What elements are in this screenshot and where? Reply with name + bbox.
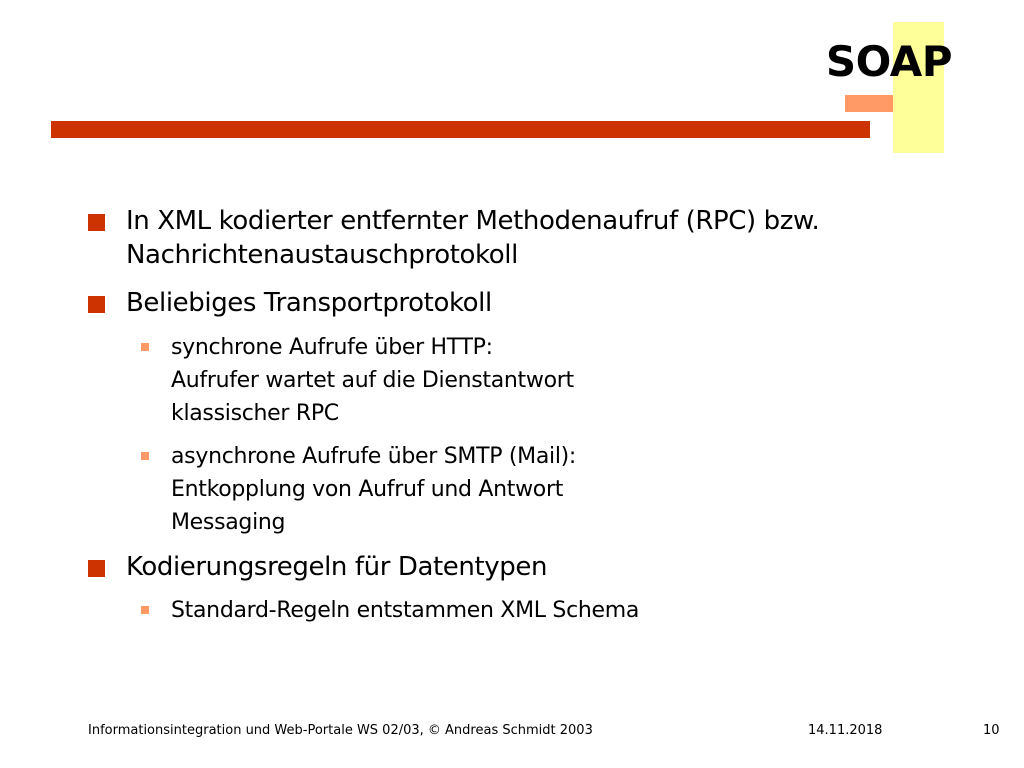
title-accent-block xyxy=(845,95,893,112)
sub-bullet-item-2-1 xyxy=(171,331,574,430)
bullet-item-1-line-1: In XML kodierter entfernter Methodenaufruf (RPC) bzw. xyxy=(126,206,820,236)
sub-bullet-item-3-1-line-1: Standard-Regeln entstammen XML Schema xyxy=(171,598,640,623)
sub-bullet-square-icon xyxy=(141,452,149,460)
sub-bullet-item-2-2 xyxy=(171,440,576,539)
bullet-item-3-line-1: Kodierungsregeln für Datentypen xyxy=(126,552,548,582)
bullet-item-1 xyxy=(126,204,819,272)
bullet-item-2 xyxy=(126,286,492,320)
bullet-square-icon xyxy=(88,560,105,577)
sub-bullet-item-2-1-line-1: synchrone Aufrufe über HTTP: xyxy=(171,335,493,360)
sub-bullet-item-2-1-line-2: Aufrufer wartet auf die Dienstantwort xyxy=(171,368,574,393)
sub-bullet-item-2-2-line-3: Messaging xyxy=(171,510,286,535)
sub-bullet-item-2-2-line-1: asynchrone Aufrufe über SMTP (Mail): xyxy=(171,444,577,469)
header-divider-bar xyxy=(51,121,870,138)
footer-page-number: 10 xyxy=(983,723,1000,738)
slide-title: SOAP xyxy=(825,37,952,86)
sub-bullet-item-2-2-line-2: Entkopplung von Aufruf und Antwort xyxy=(171,477,564,502)
bullet-square-icon xyxy=(88,214,105,231)
sub-bullet-square-icon xyxy=(141,606,149,614)
bullet-square-icon xyxy=(88,296,105,313)
footer-date: 14.11.2018 xyxy=(808,723,883,738)
sub-bullet-item-2-1-line-3: klassischer RPC xyxy=(171,401,339,426)
bullet-item-2-line-1: Beliebiges Transportprotokoll xyxy=(126,288,492,318)
bullet-item-1-line-2: Nachrichtenaustauschprotokoll xyxy=(126,240,518,270)
bullet-item-3 xyxy=(126,550,547,584)
footer-course-info: Informationsintegration und Web-Portale WS 02/03, © Andreas Schmidt 2003 xyxy=(88,723,593,738)
sub-bullet-item-3-1 xyxy=(171,594,639,627)
sub-bullet-square-icon xyxy=(141,343,149,351)
